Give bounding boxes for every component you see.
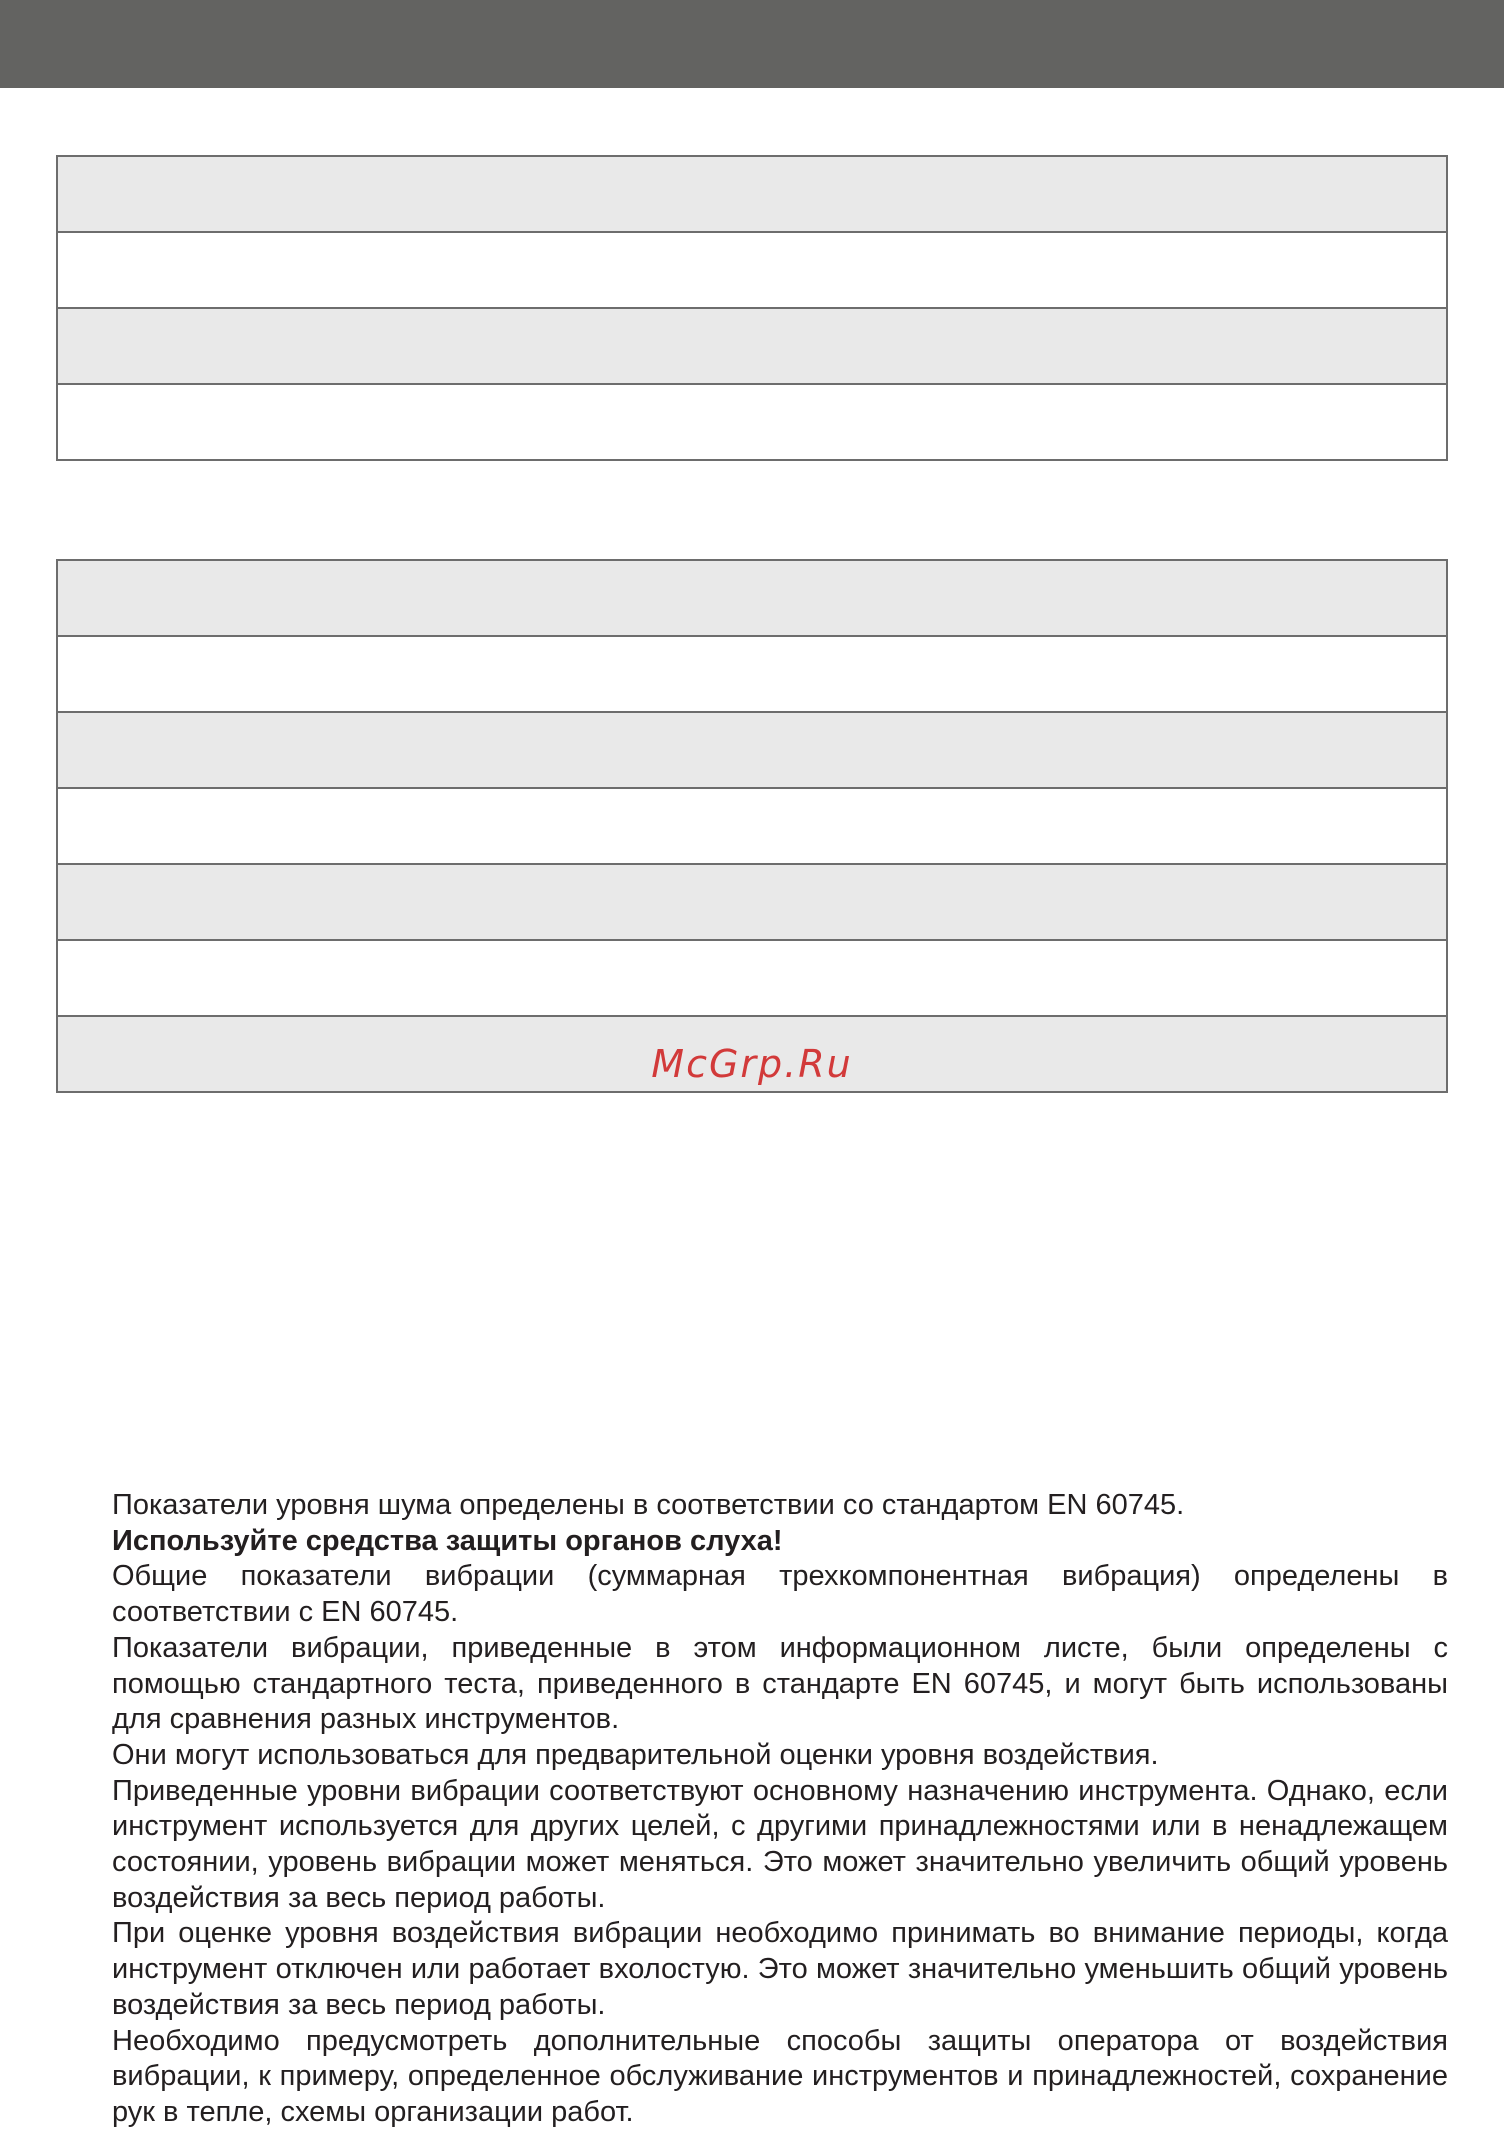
table-row bbox=[58, 789, 1446, 865]
table-row bbox=[58, 233, 1446, 309]
note-paragraph: При оценке уровня воздействия вибрации необходимо принимать во внимание периоды, когда инструмент отключен или работает вхолостую. Это может значительно уменьшить общий уровень воздействия за весь период работы. bbox=[112, 1917, 1448, 2021]
note-warning: Используйте средства защиты органов слуха! bbox=[112, 1524, 783, 1557]
note-paragraph: Показатели уровня шума определены в соответствии со стандартом EN 60745. bbox=[112, 1489, 1185, 1521]
watermark: McGrp.Ru bbox=[651, 1042, 853, 1086]
table-row bbox=[58, 865, 1446, 941]
table-row bbox=[58, 157, 1446, 233]
table-row bbox=[58, 713, 1446, 789]
note-paragraph: Показатели вибрации, приведенные в этом информационном листе, были определены с помощью стандартного теста, приведенного в стандарте EN 60745, и могут быть использованы для сравнения разных инструментов. bbox=[112, 1631, 1448, 1736]
vibration-spec-table bbox=[56, 559, 1448, 1093]
table-row bbox=[58, 637, 1446, 713]
table-row bbox=[58, 941, 1446, 1017]
note-paragraph: Общие показатели вибрации (суммарная трехкомпонентная вибрация) определены в соответствии с EN 60745. bbox=[112, 1560, 1448, 1629]
noise-spec-table bbox=[56, 155, 1448, 461]
table-row bbox=[58, 385, 1446, 459]
note-paragraph: Приведенные уровни вибрации соответствуют основному назначению инструмента. Однако, если инструмент используется для других целей, с другими принадлежностями или в ненадлежащем состоянии, уровень вибрации может меняться. Это может значительно увеличить общий уровень воздействия за весь период работы. bbox=[112, 1774, 1448, 1914]
table-row bbox=[58, 309, 1446, 385]
note-paragraph: Они могут использоваться для предварительной оценки уровня воздействия. bbox=[112, 1738, 1159, 1771]
safety-notes bbox=[112, 1488, 1448, 2131]
table-row bbox=[58, 561, 1446, 637]
header-bar bbox=[0, 0, 1504, 88]
note-paragraph: Необходимо предусмотреть дополнительные способы защиты оператора от воздействия вибрации, к примеру, определенное обслуживание инструментов и принадлежностей, сохранение рук в тепле, схемы организации работ. bbox=[112, 2024, 1448, 2128]
